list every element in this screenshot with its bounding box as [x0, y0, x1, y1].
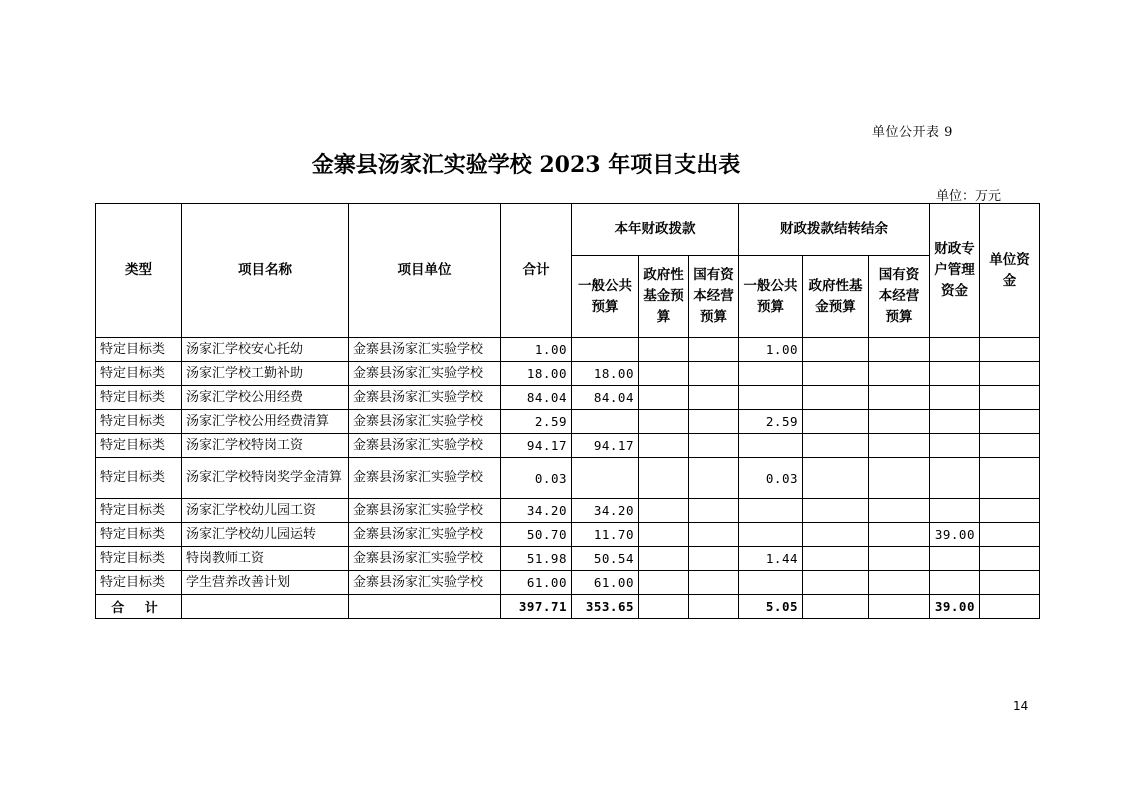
- cell-co-state-capital: [869, 458, 930, 499]
- cell-unit-funds: [980, 362, 1040, 386]
- cell-special-account: [930, 434, 980, 458]
- cell-project-name: 汤家汇学校公用经费清算: [182, 410, 349, 434]
- cell-state-capital: [689, 458, 739, 499]
- cell-co-general-budget: [739, 362, 803, 386]
- cell-gov-fund: [639, 410, 689, 434]
- cell-co-gov-fund: [803, 434, 869, 458]
- cell-general-budget: 84.04: [572, 386, 639, 410]
- cell-project-name: 汤家汇学校公用经费: [182, 386, 349, 410]
- cell-gov-fund: [639, 338, 689, 362]
- total-cell-unit-funds: [980, 595, 1040, 619]
- col-special-account: 财政专户管理资金: [930, 204, 980, 338]
- cell-type: 特定目标类: [96, 571, 182, 595]
- project-expenditure-table: [95, 203, 1040, 619]
- cell-total: 0.03: [501, 458, 572, 499]
- total-label: 合 计: [96, 595, 182, 619]
- col-group-carryover: 财政拨款结转结余: [739, 204, 930, 256]
- cell-co-general-budget: 2.59: [739, 410, 803, 434]
- cell-project-unit: 金寨县汤家汇实验学校: [349, 410, 501, 434]
- cell-project-unit: 金寨县汤家汇实验学校: [349, 338, 501, 362]
- col-gov-fund: 政府性基金预算: [639, 256, 689, 338]
- cell-project-name: 汤家汇学校幼儿园工资: [182, 499, 349, 523]
- cell-special-account: [930, 571, 980, 595]
- cell-state-capital: [689, 410, 739, 434]
- cell-state-capital: [689, 338, 739, 362]
- total-cell-co-gov-fund: [803, 595, 869, 619]
- cell-co-gov-fund: [803, 571, 869, 595]
- cell-type: 特定目标类: [96, 499, 182, 523]
- cell-special-account: [930, 499, 980, 523]
- cell-co-state-capital: [869, 571, 930, 595]
- cell-special-account: [930, 386, 980, 410]
- table-row: [96, 410, 1040, 434]
- cell-co-general-budget: [739, 499, 803, 523]
- cell-type: 特定目标类: [96, 410, 182, 434]
- table-row: [96, 499, 1040, 523]
- cell-general-budget: [572, 458, 639, 499]
- cell-project-name: 学生营养改善计划: [182, 571, 349, 595]
- cell-gov-fund: [639, 499, 689, 523]
- cell-co-state-capital: [869, 523, 930, 547]
- cell-project-unit: 金寨县汤家汇实验学校: [349, 571, 501, 595]
- cell-unit-funds: [980, 338, 1040, 362]
- cell-co-state-capital: [869, 410, 930, 434]
- cell-project-name: 汤家汇学校特岗工资: [182, 434, 349, 458]
- cell-co-general-budget: 1.44: [739, 547, 803, 571]
- cell-total: 1.00: [501, 338, 572, 362]
- cell-gov-fund: [639, 547, 689, 571]
- table-row: [96, 523, 1040, 547]
- cell-project-unit: 金寨县汤家汇实验学校: [349, 386, 501, 410]
- cell-state-capital: [689, 386, 739, 410]
- cell-gov-fund: [639, 362, 689, 386]
- cell-total: 2.59: [501, 410, 572, 434]
- col-general-budget: 一般公共预算: [572, 256, 639, 338]
- col-type: 类型: [96, 204, 182, 338]
- total-row: [96, 595, 1040, 619]
- cell-general-budget: 50.54: [572, 547, 639, 571]
- cell-co-state-capital: [869, 547, 930, 571]
- cell-co-state-capital: [869, 434, 930, 458]
- table-row: [96, 458, 1040, 499]
- cell-co-gov-fund: [803, 547, 869, 571]
- cell-co-gov-fund: [803, 499, 869, 523]
- page-title: 金寨县汤家汇实验学校 2023 年项目支出表: [311, 152, 741, 178]
- cell-co-general-budget: 1.00: [739, 338, 803, 362]
- cell-total: 51.98: [501, 547, 572, 571]
- cell-state-capital: [689, 547, 739, 571]
- cell-gov-fund: [639, 571, 689, 595]
- col-unit-funds: 单位资金: [980, 204, 1040, 338]
- cell-gov-fund: [639, 458, 689, 499]
- table-row: [96, 434, 1040, 458]
- cell-co-general-budget: [739, 523, 803, 547]
- cell-total: 94.17: [501, 434, 572, 458]
- cell-state-capital: [689, 434, 739, 458]
- cell-type: 特定目标类: [96, 338, 182, 362]
- cell-unit-funds: [980, 434, 1040, 458]
- cell-co-general-budget: [739, 386, 803, 410]
- cell-total: 34.20: [501, 499, 572, 523]
- cell-general-budget: 11.70: [572, 523, 639, 547]
- cell-special-account: [930, 410, 980, 434]
- cell-project-name: 汤家汇学校工勤补助: [182, 362, 349, 386]
- cell-type: 特定目标类: [96, 458, 182, 499]
- cell-co-general-budget: [739, 434, 803, 458]
- total-cell-project-name: [182, 595, 349, 619]
- cell-type: 特定目标类: [96, 547, 182, 571]
- total-cell-general-budget: 353.65: [572, 595, 639, 619]
- cell-project-unit: 金寨县汤家汇实验学校: [349, 362, 501, 386]
- cell-type: 特定目标类: [96, 386, 182, 410]
- cell-gov-fund: [639, 386, 689, 410]
- cell-unit-funds: [980, 499, 1040, 523]
- total-cell-project-unit: [349, 595, 501, 619]
- cell-special-account: [930, 362, 980, 386]
- table-row: [96, 362, 1040, 386]
- cell-co-state-capital: [869, 386, 930, 410]
- table-row: [96, 571, 1040, 595]
- cell-unit-funds: [980, 547, 1040, 571]
- cell-project-unit: 金寨县汤家汇实验学校: [349, 434, 501, 458]
- col-total: 合计: [501, 204, 572, 338]
- col-co-general-budget: 一般公共预算: [739, 256, 803, 338]
- page-number: 14: [1013, 699, 1029, 713]
- cell-project-unit: 金寨县汤家汇实验学校: [349, 523, 501, 547]
- cell-total: 84.04: [501, 386, 572, 410]
- cell-general-budget: 61.00: [572, 571, 639, 595]
- col-project-name: 项目名称: [182, 204, 349, 338]
- cell-gov-fund: [639, 434, 689, 458]
- cell-unit-funds: [980, 410, 1040, 434]
- cell-co-general-budget: [739, 571, 803, 595]
- cell-total: 50.70: [501, 523, 572, 547]
- total-cell-co-state-capital: [869, 595, 930, 619]
- total-cell-state-capital: [689, 595, 739, 619]
- cell-special-account: [930, 547, 980, 571]
- col-co-gov-fund: 政府性基金预算: [803, 256, 869, 338]
- total-cell-gov-fund: [639, 595, 689, 619]
- cell-total: 18.00: [501, 362, 572, 386]
- total-cell-co-general-budget: 5.05: [739, 595, 803, 619]
- cell-co-state-capital: [869, 338, 930, 362]
- cell-project-name: 汤家汇学校幼儿园运转: [182, 523, 349, 547]
- table-row: [96, 338, 1040, 362]
- cell-co-state-capital: [869, 362, 930, 386]
- cell-type: 特定目标类: [96, 523, 182, 547]
- cell-state-capital: [689, 523, 739, 547]
- cell-project-unit: 金寨县汤家汇实验学校: [349, 547, 501, 571]
- cell-general-budget: [572, 410, 639, 434]
- cell-special-account: [930, 458, 980, 499]
- col-project-unit: 项目单位: [349, 204, 501, 338]
- table-row: [96, 386, 1040, 410]
- cell-general-budget: 34.20: [572, 499, 639, 523]
- cell-co-state-capital: [869, 499, 930, 523]
- total-cell-special-account: 39.00: [930, 595, 980, 619]
- cell-unit-funds: [980, 571, 1040, 595]
- unit-label: 单位：万元: [936, 189, 1002, 204]
- cell-project-name: 汤家汇学校安心托幼: [182, 338, 349, 362]
- col-state-capital: 国有资本经营预算: [689, 256, 739, 338]
- cell-special-account: [930, 338, 980, 362]
- table-row: [96, 547, 1040, 571]
- cell-general-budget: [572, 338, 639, 362]
- cell-co-gov-fund: [803, 362, 869, 386]
- cell-project-unit: 金寨县汤家汇实验学校: [349, 499, 501, 523]
- cell-co-general-budget: 0.03: [739, 458, 803, 499]
- cell-unit-funds: [980, 458, 1040, 499]
- form-number: 单位公开表 9: [872, 125, 953, 140]
- total-cell-total: 397.71: [501, 595, 572, 619]
- cell-co-gov-fund: [803, 523, 869, 547]
- cell-state-capital: [689, 499, 739, 523]
- cell-co-gov-fund: [803, 386, 869, 410]
- cell-special-account: 39.00: [930, 523, 980, 547]
- cell-project-name: 特岗教师工资: [182, 547, 349, 571]
- cell-co-gov-fund: [803, 338, 869, 362]
- cell-project-unit: 金寨县汤家汇实验学校: [349, 458, 501, 499]
- cell-type: 特定目标类: [96, 362, 182, 386]
- cell-general-budget: 18.00: [572, 362, 639, 386]
- cell-unit-funds: [980, 523, 1040, 547]
- cell-project-name: 汤家汇学校特岗奖学金清算: [182, 458, 349, 499]
- cell-gov-fund: [639, 523, 689, 547]
- cell-total: 61.00: [501, 571, 572, 595]
- cell-co-gov-fund: [803, 458, 869, 499]
- cell-co-gov-fund: [803, 410, 869, 434]
- cell-state-capital: [689, 362, 739, 386]
- col-group-current-year: 本年财政拨款: [572, 204, 739, 256]
- cell-general-budget: 94.17: [572, 434, 639, 458]
- cell-unit-funds: [980, 386, 1040, 410]
- cell-type: 特定目标类: [96, 434, 182, 458]
- col-co-state-capital: 国有资本经营预算: [869, 256, 930, 338]
- cell-state-capital: [689, 571, 739, 595]
